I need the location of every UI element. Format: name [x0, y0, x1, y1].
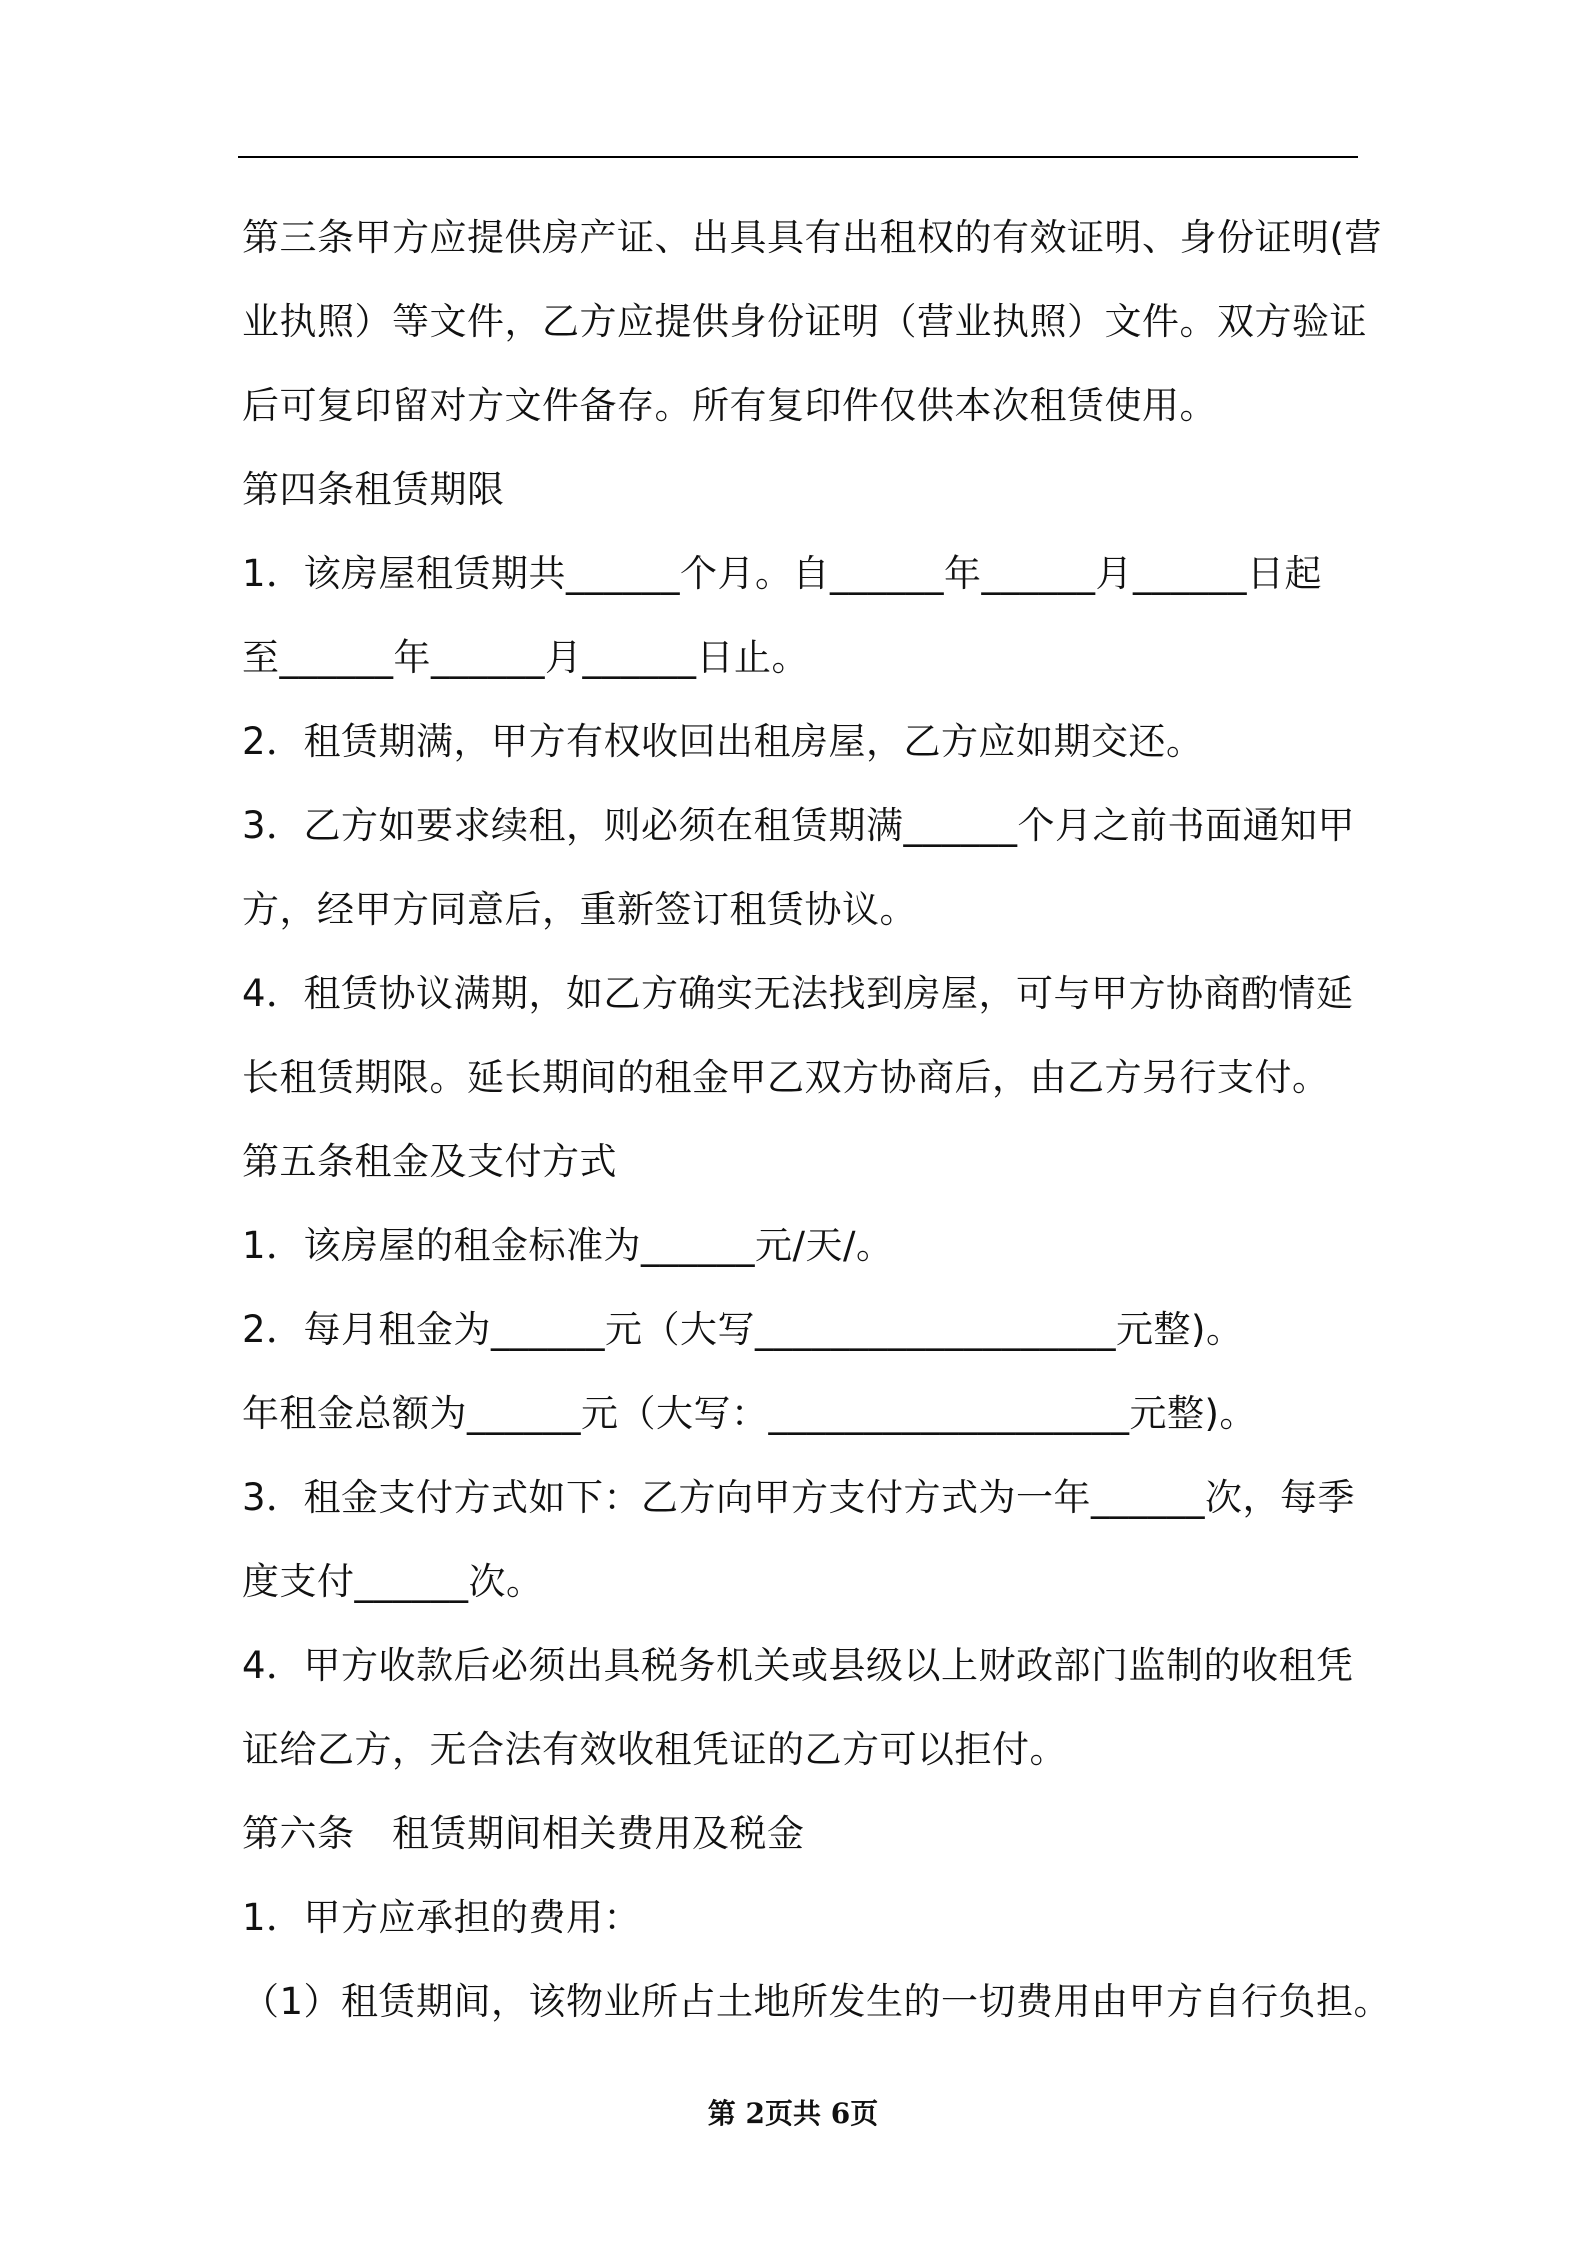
text-line: 长租赁期限。延长期间的租金甲乙双方协商后，由乙方另行支付。 — [242, 1056, 1330, 1099]
text-line: 2．租赁期满，甲方有权收回出租房屋，乙方应如期交还。 — [242, 720, 1204, 763]
text-line: 1．甲方应承担的费用： — [242, 1896, 642, 1939]
section-heading: 第五条租金及支付方式 — [242, 1140, 617, 1183]
text-line: 3．租金支付方式如下：乙方向甲方支付方式为一年______次，每季 — [242, 1476, 1356, 1519]
text-line: 4．租赁协议满期，如乙方确实无法找到房屋，可与甲方协商酌情延 — [242, 972, 1354, 1015]
text-line: 4．甲方收款后必须出具税务机关或县级以上财政部门监制的收租凭 — [242, 1644, 1354, 1687]
text-line: 度支付______次。 — [242, 1560, 544, 1603]
text-line: 2．每月租金为______元（大写___________________元整)。 — [242, 1308, 1244, 1351]
text-line: 第三条甲方应提供房产证、出具具有出租权的有效证明、身份证明(营 — [242, 216, 1382, 259]
text-line: 1．该房屋租赁期共______个月。自______年______月______日起 — [242, 552, 1323, 595]
page-number: 第 2页共 6页 — [707, 2097, 879, 2130]
section-heading: 第六条 租赁期间相关费用及税金 — [242, 1812, 805, 1855]
text-line: （1）租赁期间，该物业所占土地所发生的一切费用由甲方自行负担。 — [242, 1980, 1392, 2023]
text-line: 至______年______月______日止。 — [242, 636, 809, 679]
text-line: 证给乙方，无合法有效收租凭证的乙方可以拒付。 — [242, 1728, 1067, 1771]
document-body — [242, 196, 1392, 2044]
text-line: 1．该房屋的租金标准为______元/天/。 — [242, 1224, 894, 1267]
header-rule — [238, 156, 1358, 158]
text-line: 业执照）等文件，乙方应提供身份证明（营业执照）文件。双方验证 — [242, 300, 1367, 343]
section-heading: 第四条租赁期限 — [242, 468, 505, 511]
text-line: 3．乙方如要求续租，则必须在租赁期满______个月之前书面通知甲 — [242, 804, 1356, 847]
text-line: 后可复印留对方文件备存。所有复印件仅供本次租赁使用。 — [242, 384, 1217, 427]
text-line: 年租金总额为______元（大写：___________________元整)。 — [242, 1392, 1257, 1435]
text-line: 方，经甲方同意后，重新签订租赁协议。 — [242, 888, 917, 931]
